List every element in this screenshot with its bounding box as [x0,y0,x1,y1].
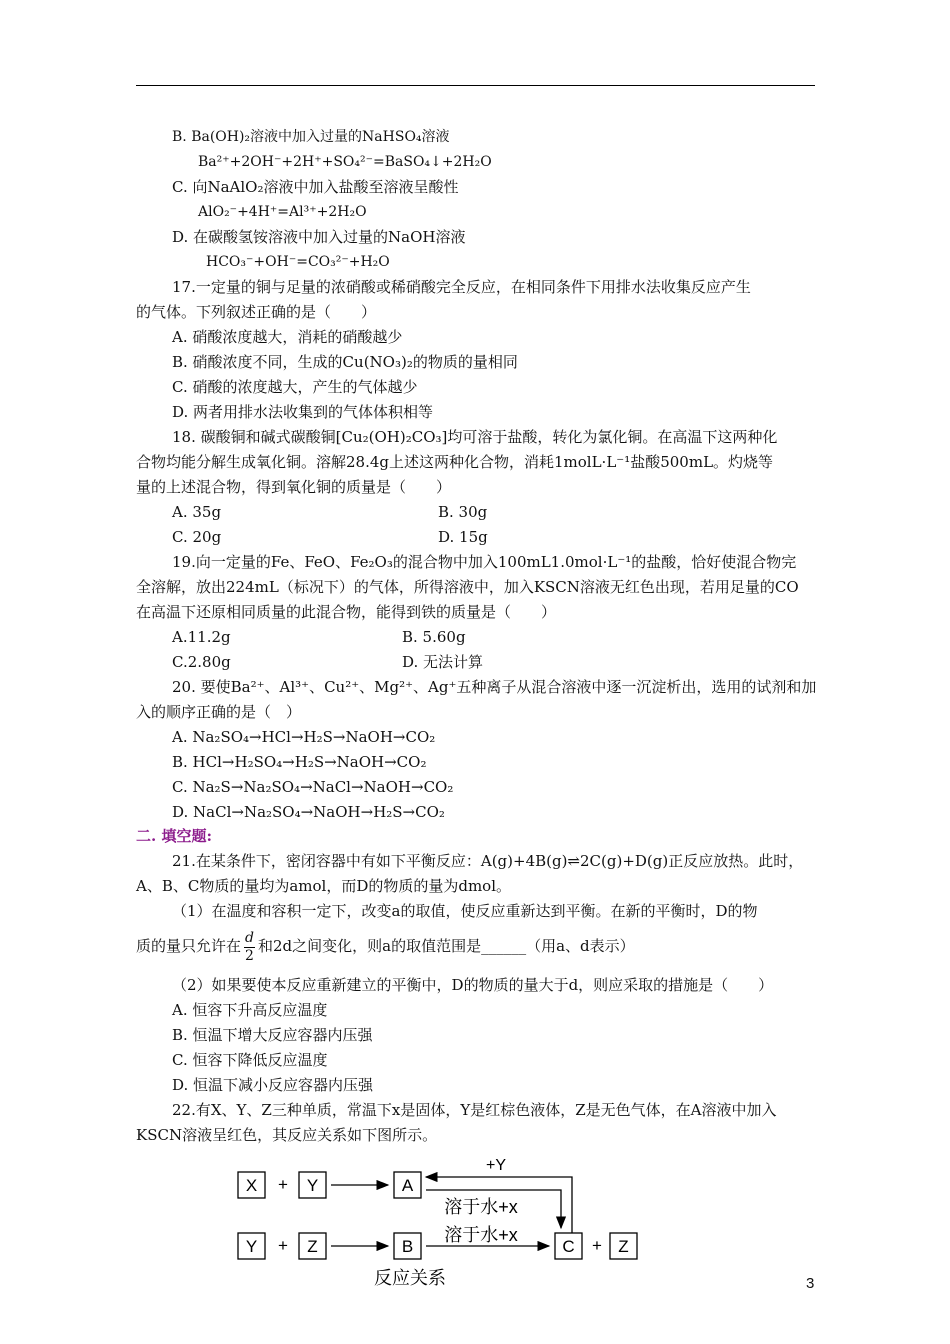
q19-stem-line1: 19.向一定量的Fe、FeO、Fe₂O₃的混合物中加入100mL1.0mol·L⁻¹的盐酸，恰好使混合物完 [172,553,797,571]
q19-option-a: A.11.2g [172,628,231,646]
q17-option-d: D. 两者用排水法收集到的气体体积相等 [172,403,434,421]
q18-option-c: C. 20g [172,528,222,546]
label-a-to-c: 溶于水+x [444,1197,518,1217]
label-plus-y: +Y [485,1157,507,1174]
q18-option-a: A. 35g [172,503,222,521]
q16-option-d-equation: HCO₃⁻+OH⁻=CO₃²⁻+H₂O [206,254,390,270]
label-b-to-c: 溶于水+x [444,1225,518,1245]
q17-option-b: B. 硝酸浓度不同，生成的Cu(NO₃)₂的物质的量相同 [172,353,518,371]
fraction-numerator: d [245,929,254,946]
q18-stem-line1: 18. 碳酸铜和碱式碳酸铜[Cu₂(OH)₂CO₃]均可溶于盐酸，转化为氯化铜。在高温下这两种化 [172,428,778,446]
q17-stem-line2: 的气体。下列叙述正确的是（ ） [136,303,377,321]
q21-option-b: B. 恒温下增大反应容器内压强 [172,1026,373,1044]
q20-option-b: B. HCl→H₂SO₄→H₂S→NaOH→CO₂ [172,753,427,771]
q22-stem-line2: KSCN溶液呈红色，其反应关系如下图所示。 [136,1126,438,1144]
q22-stem-line1: 22.有X、Y、Z三种单质，常温下x是固体，Y是红棕色液体，Z是无色气体，在A溶液中加入 [172,1101,777,1119]
plus-sign-row2-c: + [592,1236,602,1255]
diagram-caption: 反应关系 [374,1268,446,1288]
box-a-label: A [401,1176,414,1195]
q21-part2: （2）如果要使本反应重新建立的平衡中，D的物质的量大于d，则应采取的措施是（ ） [172,976,774,994]
q19-option-c: C.2.80g [172,653,231,671]
q19-stem-line2: 全溶解，放出224mL（标况下）的气体，所得溶液中，加入KSCN溶液无红色出现，若用足量的CO [136,578,799,596]
box-y-row2-label: Y [245,1237,258,1256]
q20-option-a: A. Na₂SO₄→HCl→H₂S→NaOH→CO₂ [172,728,436,746]
q17-stem-line1: 17.一定量的铜与足量的浓硝酸或稀硝酸完全反应，在相同条件下用排水法收集反应产生 [172,278,751,296]
box-x-label: X [245,1176,258,1195]
q20-stem-line1: 20. 要使Ba²⁺、Al³⁺、Cu²⁺、Mg²⁺、Ag⁺五种离子从混合溶液中逐一沉淀析出，选用的试剂和加 [172,678,817,696]
q21-part1-line1: （1）在温度和容积一定下，改变a的取值，使反应重新达到平衡。在新的平衡时，D的物 [172,902,758,920]
q18-option-d: D. 15g [438,528,488,546]
q20-option-d: D. NaCl→Na₂SO₄→NaOH→H₂S→CO₂ [172,803,445,821]
q16-option-b-equation: Ba²⁺+2OH⁻+2H⁺+SO₄²⁻=BaSO₄↓+2H₂O [198,154,492,170]
q21-option-a: A. 恒容下升高反应温度 [172,1001,328,1019]
q18-stem-line2: 合物均能分解生成氧化铜。溶解28.4g上述这两种化合物，消耗1molL·L⁻¹盐酸500mL。灼烧等 [136,453,774,471]
q19-option-b: B. 5.60g [402,628,466,646]
box-c-label: C [562,1237,575,1256]
q21-option-d: D. 恒温下减小反应容器内压强 [172,1076,374,1094]
box-b-label: B [401,1237,414,1256]
fraction-denominator: 2 [245,947,254,964]
q18-option-b: B. 30g [438,503,488,521]
box-z-product-label: Z [618,1237,629,1256]
box-z-label: Z [307,1237,318,1256]
q21-part1-text-after: 和2d之间变化，则a的取值范围是______（用a、d表示） [257,937,635,955]
q17-option-a: A. 硝酸浓度越大，消耗的硝酸越少 [172,328,403,346]
q19-option-d: D. 无法计算 [402,653,484,671]
page-number: 3 [806,1275,815,1292]
plus-sign: + [278,1175,288,1194]
q21-option-c: C. 恒容下降低反应温度 [172,1051,328,1069]
q21-stem-line1: 21.在某条件下，密闭容器中有如下平衡反应：A(g)+4B(g)⇌2C(g)+D(g)正反应放热。此时， [172,852,804,870]
q21-part1-text-before: 质的量只允许在 [136,937,242,955]
q18-stem-line3: 量的上述混合物，得到氧化铜的质量是（ ） [136,478,452,496]
q20-option-c: C. Na₂S→Na₂SO₄→NaCl→NaOH→CO₂ [172,778,454,796]
q21-stem-line2: A、B、C物质的量均为amol，而D的物质的量为dmol。 [136,877,512,895]
box-y-label: Y [306,1176,319,1195]
q20-stem-line2: 入的顺序正确的是（ ） [136,703,302,721]
q19-stem-line3: 在高温下还原相同质量的此混合物，能得到铁的质量是（ ） [136,603,557,621]
q16-option-b: B. Ba(OH)₂溶液中加入过量的NaHSO₄溶液 [172,129,450,145]
q16-option-c-equation: AlO₂⁻+4H⁺=Al³⁺+2H₂O [198,204,367,220]
q16-option-d: D. 在碳酸氢铵溶液中加入过量的NaOH溶液 [172,228,466,246]
plus-sign-row2: + [278,1236,288,1255]
section-heading-fill-in: 二. 填空题: [136,827,212,845]
q17-option-c: C. 硝酸的浓度越大，产生的气体越少 [172,378,418,396]
q16-option-c: C. 向NaAlO₂溶液中加入盐酸至溶液呈酸性 [172,178,459,196]
